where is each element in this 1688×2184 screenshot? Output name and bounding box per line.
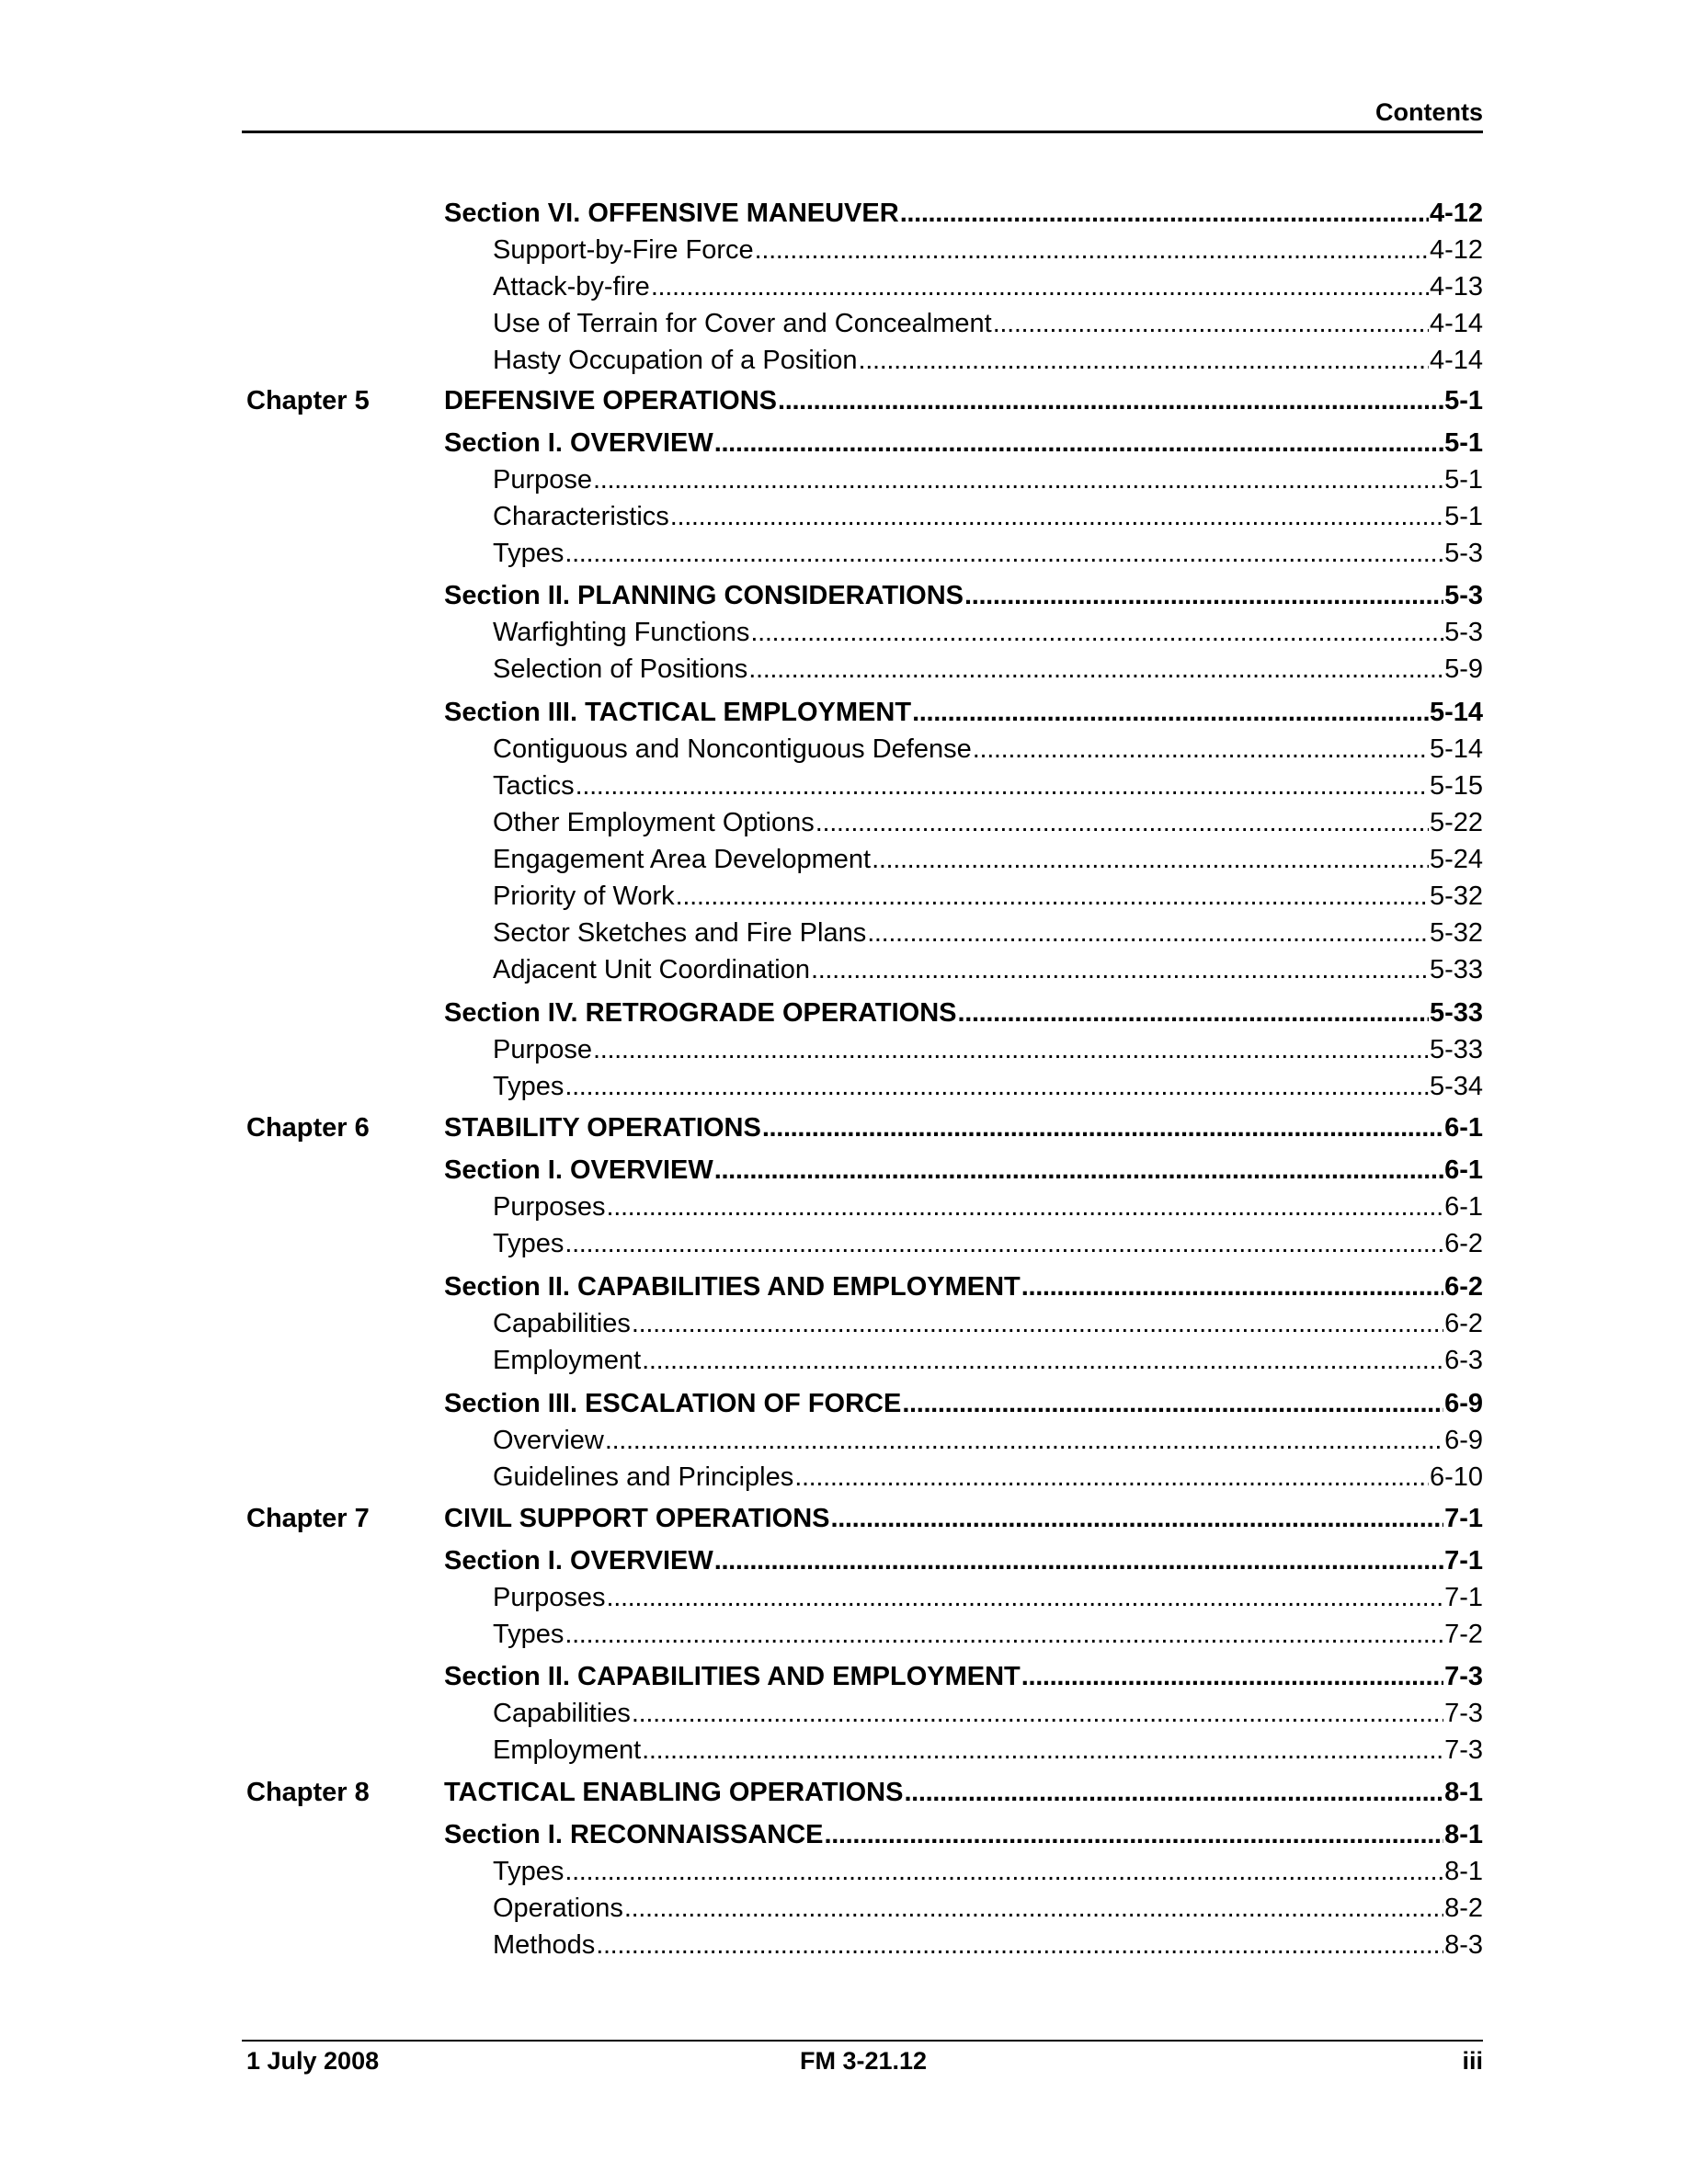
toc-entry[interactable]: [0, 1268, 1688, 1305]
toc-page-number: 6-1: [1444, 1113, 1483, 1143]
toc-entry-line: [444, 1152, 1483, 1189]
dot-leader: [593, 461, 1443, 498]
toc-entry-title: Purposes: [493, 1583, 606, 1612]
toc-page-number: 5-3: [1444, 618, 1483, 647]
toc-entry-title: Adjacent Unit Coordination: [493, 955, 810, 984]
dot-leader: [651, 268, 1429, 305]
toc-entry-title: Hasty Occupation of a Position: [493, 346, 858, 375]
toc-entry-line: [493, 1031, 1483, 1068]
toc-entry-line: [493, 1422, 1483, 1459]
toc-entry-line: [493, 804, 1483, 841]
toc-entry[interactable]: [0, 1695, 1688, 1732]
toc-entry-line: [493, 1853, 1483, 1890]
toc-entry-line: [444, 1542, 1483, 1579]
toc-entry-line: [493, 1927, 1483, 1963]
toc-entry[interactable]: [0, 1385, 1688, 1422]
toc-entry[interactable]: [0, 878, 1688, 915]
toc-entry-title: Types: [493, 1229, 565, 1258]
dot-leader: [714, 1152, 1443, 1189]
toc-page-number: 5-9: [1444, 654, 1483, 684]
toc-entry-line: [493, 232, 1483, 268]
toc-page-number: 6-10: [1429, 1462, 1483, 1492]
toc-page-number: 7-1: [1444, 1504, 1483, 1533]
toc-entry-title: Types: [493, 1072, 565, 1101]
toc-page-number: 7-3: [1444, 1735, 1483, 1765]
toc-entry[interactable]: [0, 1189, 1688, 1225]
toc-entry-line: [444, 425, 1483, 461]
toc-entry-title: Section IV. RETROGRADE OPERATIONS: [444, 998, 957, 1028]
toc-page-number: 4-14: [1429, 309, 1483, 338]
toc-entry-title: Other Employment Options: [493, 808, 815, 837]
toc-entry-line: [444, 1385, 1483, 1422]
toc-entry[interactable]: [0, 1658, 1688, 1695]
dot-leader: [642, 1342, 1443, 1379]
dot-leader: [670, 498, 1443, 535]
dot-leader: [750, 614, 1443, 651]
dot-leader: [830, 1500, 1443, 1537]
toc-entry-title: Employment: [493, 1735, 642, 1765]
toc-chapter-label: Chapter 7: [246, 1504, 370, 1533]
toc-page-number: 8-1: [1444, 1778, 1483, 1807]
dot-leader: [778, 382, 1443, 419]
toc-page-number: 6-2: [1444, 1272, 1483, 1302]
toc-entry-title: Section I. OVERVIEW: [444, 428, 713, 458]
toc-entry-line: [493, 878, 1483, 915]
toc-chapter-label: Chapter 5: [246, 386, 370, 415]
dot-leader: [900, 195, 1429, 232]
toc-entry-line: [493, 461, 1483, 498]
toc-entry-line: [493, 1305, 1483, 1342]
toc-entry[interactable]: [0, 461, 1688, 498]
toc-entry-title: Capabilities: [493, 1699, 631, 1728]
toc-entry-title: Priority of Work: [493, 882, 675, 911]
toc-entry-line: [493, 951, 1483, 988]
toc-entry[interactable]: [0, 577, 1688, 614]
toc-entry[interactable]: [0, 1890, 1688, 1927]
toc-entry-title: Tactics: [493, 771, 575, 801]
dot-leader: [904, 1774, 1443, 1811]
toc-page-number: 4-14: [1429, 346, 1483, 375]
dot-leader: [825, 1816, 1444, 1853]
toc-page-number: 4-12: [1429, 235, 1483, 265]
toc-page-number: 5-14: [1429, 734, 1483, 764]
toc-entry-title: Types: [493, 1857, 565, 1886]
toc-entry-line: [493, 651, 1483, 688]
toc-entry[interactable]: [0, 614, 1688, 651]
toc-page-number: 6-2: [1444, 1309, 1483, 1338]
dot-leader: [815, 804, 1429, 841]
toc-entry-line: [444, 382, 1483, 419]
toc-entry-title: Section III. TACTICAL EMPLOYMENT: [444, 698, 912, 727]
toc-entry-line: [493, 768, 1483, 804]
toc-entry-line: [444, 1658, 1483, 1695]
toc-entry-title: Section II. CAPABILITIES AND EMPLOYMENT: [444, 1272, 1021, 1302]
toc-entry[interactable]: [0, 841, 1688, 878]
toc-entry-line: [493, 731, 1483, 768]
toc-page-number: 5-1: [1444, 386, 1483, 415]
toc-entry[interactable]: [0, 804, 1688, 841]
toc-entry-title: Use of Terrain for Cover and Concealment: [493, 309, 992, 338]
toc-entry[interactable]: [0, 1068, 1688, 1105]
toc-page-number: 5-1: [1444, 465, 1483, 495]
toc-entry-title: DEFENSIVE OPERATIONS: [444, 386, 778, 415]
dot-leader: [565, 1616, 1443, 1653]
toc-entry[interactable]: [0, 1500, 1688, 1537]
toc-page-number: 5-22: [1429, 808, 1483, 837]
dot-leader: [993, 305, 1429, 342]
toc-entry-title: Characteristics: [493, 502, 669, 531]
toc-page-number: 7-3: [1444, 1699, 1483, 1728]
dot-leader: [1021, 1658, 1443, 1695]
toc-page-number: 5-33: [1429, 1035, 1483, 1064]
dot-leader: [565, 1068, 1429, 1105]
toc-entry[interactable]: [0, 382, 1688, 419]
toc-entry-title: Section I. OVERVIEW: [444, 1155, 713, 1185]
toc-page-number: 6-1: [1444, 1155, 1483, 1185]
dot-leader: [632, 1305, 1443, 1342]
dot-leader: [607, 1579, 1444, 1616]
toc-page-number: 5-14: [1429, 698, 1483, 727]
toc-entry-title: Purposes: [493, 1192, 606, 1222]
toc-page-number: 7-1: [1444, 1546, 1483, 1575]
toc-entry[interactable]: [0, 731, 1688, 768]
toc-page-number: 6-9: [1444, 1426, 1483, 1455]
toc-entry-title: Operations: [493, 1894, 623, 1923]
toc-entry-title: Methods: [493, 1930, 596, 1960]
footer-doc-id: FM 3-21.12: [800, 2047, 928, 2075]
toc-entry[interactable]: [0, 1305, 1688, 1342]
toc-entry-title: Guidelines and Principles: [493, 1462, 794, 1492]
dot-leader: [593, 1031, 1429, 1068]
toc-page-number: 5-34: [1429, 1072, 1483, 1101]
toc-entry-line: [493, 498, 1483, 535]
toc-page-number: 8-3: [1444, 1930, 1483, 1960]
running-header-title: Contents: [1375, 98, 1483, 126]
toc-entry[interactable]: [0, 195, 1688, 232]
dot-leader: [714, 425, 1443, 461]
footer-date: 1 July 2008: [246, 2047, 380, 2075]
toc-page-number: 5-15: [1429, 771, 1483, 801]
toc-entry-title: Support-by-Fire Force: [493, 235, 754, 265]
dot-leader: [605, 1422, 1443, 1459]
toc-entry-title: Section I. RECONNAISSANCE: [444, 1820, 824, 1849]
dot-leader: [867, 915, 1429, 951]
toc-entry-title: Types: [493, 1620, 565, 1649]
toc-entry[interactable]: [0, 1031, 1688, 1068]
toc-entry-title: Purpose: [493, 465, 593, 495]
toc-entry-line: [493, 1695, 1483, 1732]
toc-chapter-label: Chapter 6: [246, 1113, 370, 1143]
toc-entry[interactable]: [0, 1422, 1688, 1459]
toc-entry-title: CIVIL SUPPORT OPERATIONS: [444, 1504, 830, 1533]
dot-leader: [912, 694, 1429, 731]
dot-leader: [859, 342, 1429, 379]
toc-entry[interactable]: [0, 342, 1688, 379]
toc-entry-line: [444, 195, 1483, 232]
toc-page-number: 5-33: [1429, 998, 1483, 1028]
dot-leader: [762, 1109, 1443, 1146]
toc-entry[interactable]: [0, 768, 1688, 804]
dot-leader: [565, 1853, 1443, 1890]
toc-entry[interactable]: [0, 1732, 1688, 1769]
toc-entry[interactable]: [0, 1816, 1688, 1853]
toc-page-number: 4-12: [1429, 199, 1483, 228]
toc-entry-title: Purpose: [493, 1035, 593, 1064]
toc-entry[interactable]: [0, 305, 1688, 342]
toc-entry-line: [493, 915, 1483, 951]
toc-page-number: 5-24: [1429, 845, 1483, 874]
toc-page-number: 4-13: [1429, 272, 1483, 301]
toc-page-number: 5-3: [1444, 539, 1483, 568]
toc-entry[interactable]: [0, 1774, 1688, 1811]
dot-leader: [607, 1189, 1444, 1225]
footer-rule: [242, 2040, 1483, 2042]
toc-entry-line: [444, 1109, 1483, 1146]
dot-leader: [755, 232, 1429, 268]
toc-entry-title: Attack-by-fire: [493, 272, 650, 301]
footer-page-number: iii: [1462, 2047, 1483, 2075]
toc-entry-line: [493, 305, 1483, 342]
toc-entry[interactable]: [0, 268, 1688, 305]
toc-page-number: 5-32: [1429, 918, 1483, 948]
toc-entry-line: [493, 342, 1483, 379]
dot-leader: [973, 731, 1429, 768]
dot-leader: [565, 1225, 1443, 1262]
toc-entry-line: [493, 1890, 1483, 1927]
toc-entry[interactable]: [0, 1152, 1688, 1189]
dot-leader: [958, 995, 1429, 1031]
toc-entry[interactable]: [0, 1459, 1688, 1496]
toc-entry-line: [493, 1459, 1483, 1496]
toc-page-number: 8-1: [1444, 1857, 1483, 1886]
toc-entry[interactable]: [0, 694, 1688, 731]
toc-entry[interactable]: [0, 1853, 1688, 1890]
toc-entry-title: Section II. PLANNING CONSIDERATIONS: [444, 581, 964, 610]
toc-entry-line: [444, 577, 1483, 614]
toc-entry-line: [444, 1268, 1483, 1305]
toc-page-number: 5-1: [1444, 428, 1483, 458]
toc-page-number: 8-1: [1444, 1820, 1483, 1849]
dot-leader: [1021, 1268, 1443, 1305]
toc-entry-line: [493, 535, 1483, 572]
toc-entry[interactable]: [0, 995, 1688, 1031]
dot-leader: [596, 1927, 1443, 1963]
toc-page-number: 6-3: [1444, 1346, 1483, 1375]
toc-entry-title: TACTICAL ENABLING OPERATIONS: [444, 1778, 904, 1807]
toc-entry-title: Contiguous and Noncontiguous Defense: [493, 734, 972, 764]
toc-entry-title: Sector Sketches and Fire Plans: [493, 918, 867, 948]
toc-page-number: 5-1: [1444, 502, 1483, 531]
dot-leader: [576, 768, 1429, 804]
toc-page-number: 7-3: [1444, 1662, 1483, 1691]
toc-entry-line: [444, 694, 1483, 731]
toc-entry[interactable]: [0, 232, 1688, 268]
toc-entry[interactable]: [0, 498, 1688, 535]
toc-entry[interactable]: [0, 1109, 1688, 1146]
dot-leader: [902, 1385, 1443, 1422]
dot-leader: [632, 1695, 1443, 1732]
toc-entry-line: [493, 1342, 1483, 1379]
toc-entry-title: Engagement Area Development: [493, 845, 872, 874]
toc-page-number: 5-32: [1429, 882, 1483, 911]
toc-entry[interactable]: [0, 535, 1688, 572]
toc-entry-line: [493, 841, 1483, 878]
toc-entry-line: [444, 995, 1483, 1031]
toc-page-number: 8-2: [1444, 1894, 1483, 1923]
toc-page-number: 6-2: [1444, 1229, 1483, 1258]
dot-leader: [624, 1890, 1443, 1927]
dot-leader: [811, 951, 1429, 988]
toc-entry-title: Capabilities: [493, 1309, 631, 1338]
toc-page-number: 6-9: [1444, 1389, 1483, 1418]
toc-entry-line: [444, 1774, 1483, 1811]
dot-leader: [794, 1459, 1429, 1496]
dot-leader: [642, 1732, 1443, 1769]
dot-leader: [748, 651, 1443, 688]
toc-entry[interactable]: [0, 951, 1688, 988]
toc-entry-line: [444, 1816, 1483, 1853]
dot-leader: [565, 535, 1443, 572]
toc-entry-line: [493, 1579, 1483, 1616]
toc-page-number: 5-33: [1429, 955, 1483, 984]
toc-entry[interactable]: [0, 1342, 1688, 1379]
toc-entry-title: Overview: [493, 1426, 604, 1455]
toc-entry-title: Section III. ESCALATION OF FORCE: [444, 1389, 902, 1418]
toc-entry[interactable]: [0, 1616, 1688, 1653]
toc-entry-line: [493, 1068, 1483, 1105]
toc-entry-line: [493, 268, 1483, 305]
toc-entry-title: Selection of Positions: [493, 654, 748, 684]
toc-entry[interactable]: [0, 1579, 1688, 1616]
dot-leader: [872, 841, 1429, 878]
toc-entry-title: STABILITY OPERATIONS: [444, 1113, 761, 1143]
toc-page-number: 5-3: [1444, 581, 1483, 610]
toc-entry-line: [493, 614, 1483, 651]
dot-leader: [676, 878, 1429, 915]
toc-entry[interactable]: [0, 1225, 1688, 1262]
toc-entry-line: [493, 1225, 1483, 1262]
toc-entry-title: Types: [493, 539, 565, 568]
toc-entry[interactable]: [0, 425, 1688, 461]
dot-leader: [964, 577, 1443, 614]
toc-entry[interactable]: [0, 915, 1688, 951]
toc-entry-title: Section VI. OFFENSIVE MANEUVER: [444, 199, 899, 228]
toc-entry[interactable]: [0, 1542, 1688, 1579]
toc-page-number: 7-2: [1444, 1620, 1483, 1649]
toc-entry[interactable]: [0, 1927, 1688, 1963]
toc-entry-line: [493, 1189, 1483, 1225]
toc-page-number: 7-1: [1444, 1583, 1483, 1612]
dot-leader: [714, 1542, 1443, 1579]
toc-entry-line: [493, 1616, 1483, 1653]
toc-entry-title: Warfighting Functions: [493, 618, 750, 647]
toc-page-number: 6-1: [1444, 1192, 1483, 1222]
toc-entry-title: Section II. CAPABILITIES AND EMPLOYMENT: [444, 1662, 1021, 1691]
toc-entry-line: [493, 1732, 1483, 1769]
toc-entry-title: Section I. OVERVIEW: [444, 1546, 713, 1575]
toc-chapter-label: Chapter 8: [246, 1778, 370, 1807]
toc-entry[interactable]: [0, 651, 1688, 688]
toc-entry-title: Employment: [493, 1346, 642, 1375]
toc-entry-line: [444, 1500, 1483, 1537]
